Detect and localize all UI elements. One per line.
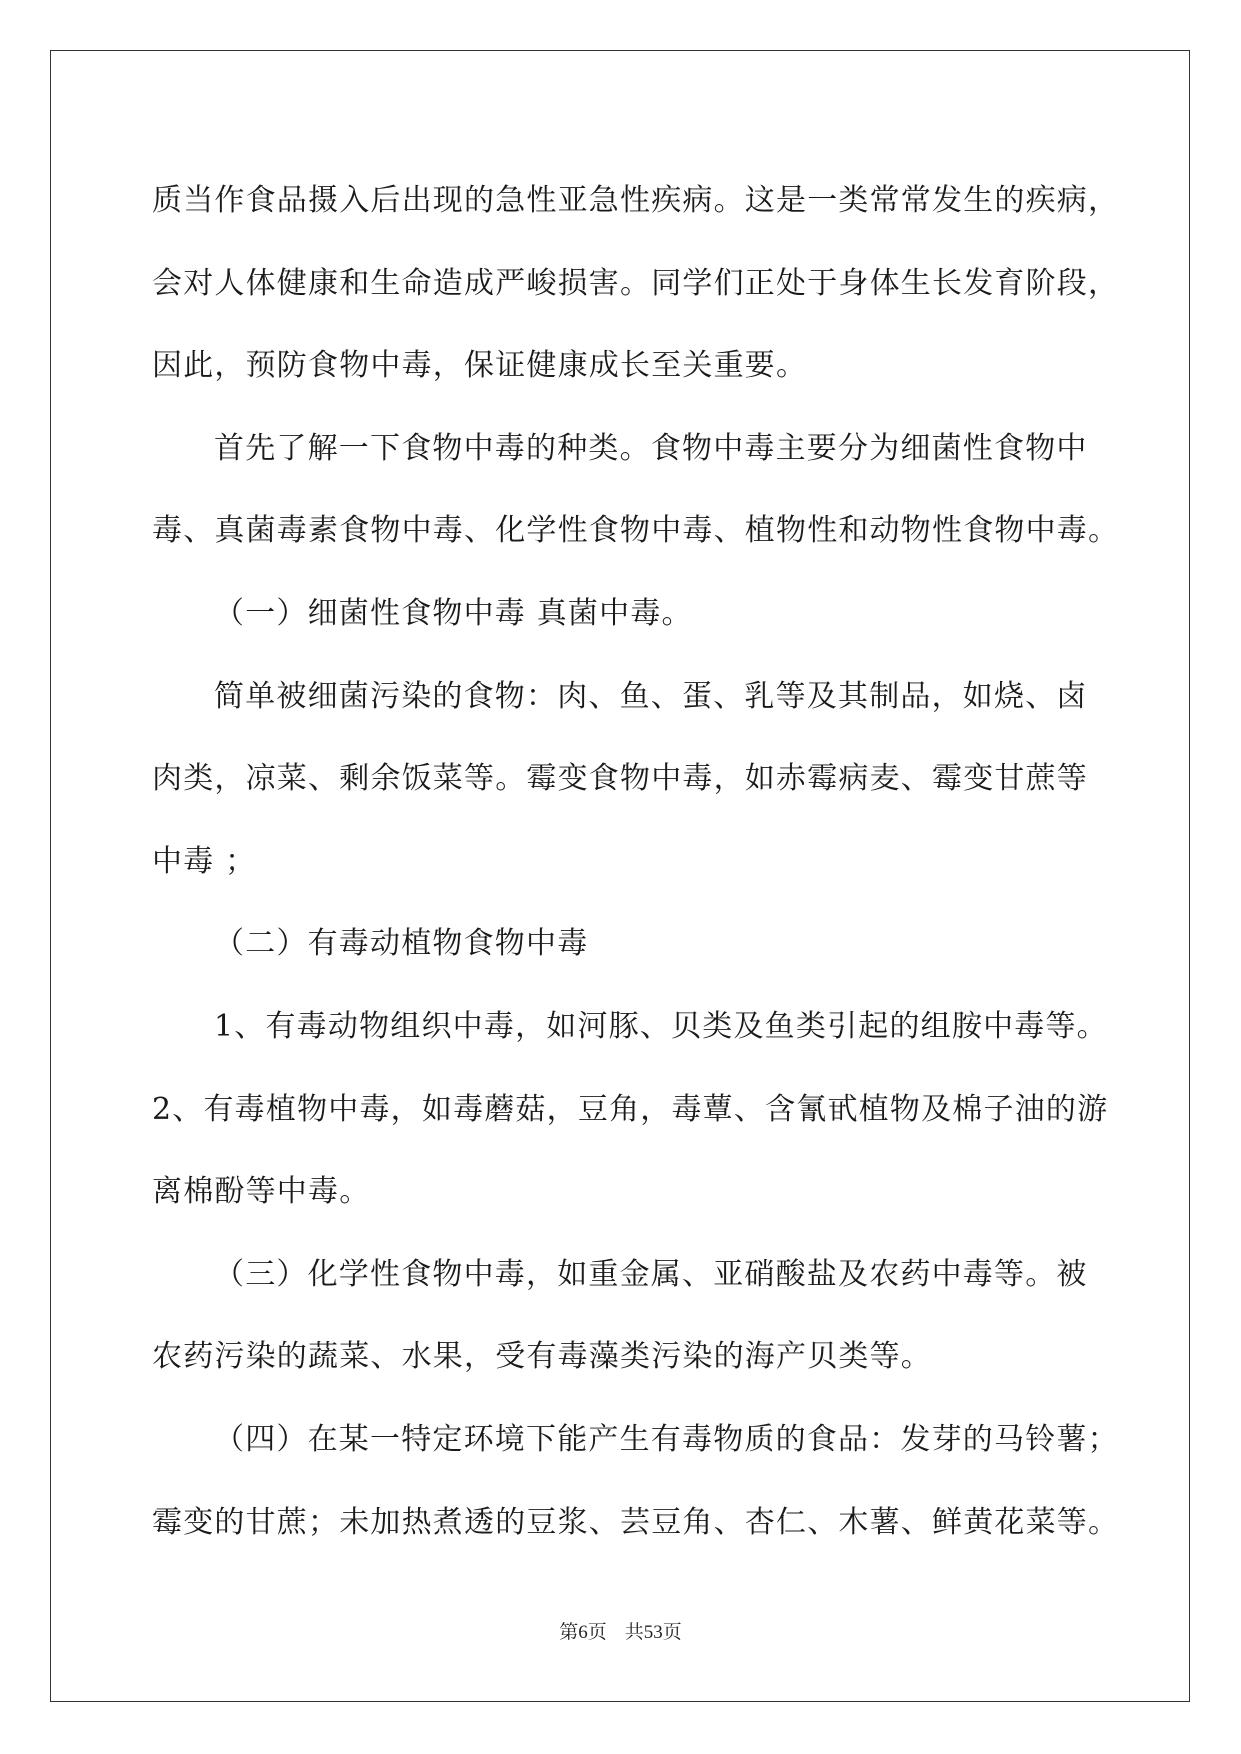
text-line: 会对人体健康和生命造成严峻损害。同学们正处于身体生长发育阶段， [152,265,1120,301]
text-line: （三）化学性食物中毒，如重金属、亚硝酸盐及农药中毒等。被 [214,1256,1088,1292]
document-body [152,160,1120,1564]
text-line: 2、有毒植物中毒，如毒蘑菇，豆角，毒蕈、含氰甙植物及棉子油的游 [152,1091,1109,1127]
text-line: 首先了解一下食物中毒的种类。食物中毒主要分为细菌性食物中 [214,430,1088,466]
page-footer [0,1617,1241,1644]
text-line: 中毒 ； [152,843,257,879]
text-line: 毒、真菌毒素食物中毒、化学性食物中毒、植物性和动物性食物中毒。 [152,513,1120,549]
text-line: 霉变的甘蔗；未加热煮透的豆浆、芸豆角、杏仁、木薯、鲜黄花菜等。 [152,1504,1120,1540]
text-line: 农药污染的蔬菜、水果，受有毒藻类污染的海产贝类等。 [152,1339,932,1375]
text-line: 1、有毒动物组织中毒，如河豚、贝类及鱼类引起的组胺中毒等。 [214,1008,1108,1044]
text-line: （四）在某一特定环境下能产生有毒物质的食品：发芽的马铃薯； [214,1421,1119,1457]
text-line: 因此，预防食物中毒，保证健康成长至关重要。 [152,348,808,384]
text-line: 离棉酚等中毒。 [152,1174,371,1210]
total-pages: 共53页 [624,1622,682,1643]
page-number: 第6页 [559,1622,607,1643]
text-line: （二）有毒动植物食物中毒 [214,926,589,962]
text-line: 质当作食品摄入后出现的急性亚急性疾病。这是一类常常发生的疾病， [152,183,1120,218]
text-line: （一）细菌性食物中毒 真菌中毒。 [214,595,693,631]
text-line: 肉类，凉菜、剩余饭菜等。霉变食物中毒，如赤霉病麦、霉变甘蔗等 [152,761,1088,797]
text-line: 简单被细菌污染的食物：肉、鱼、蛋、乳等及其制品，如烧、卤 [214,678,1088,714]
